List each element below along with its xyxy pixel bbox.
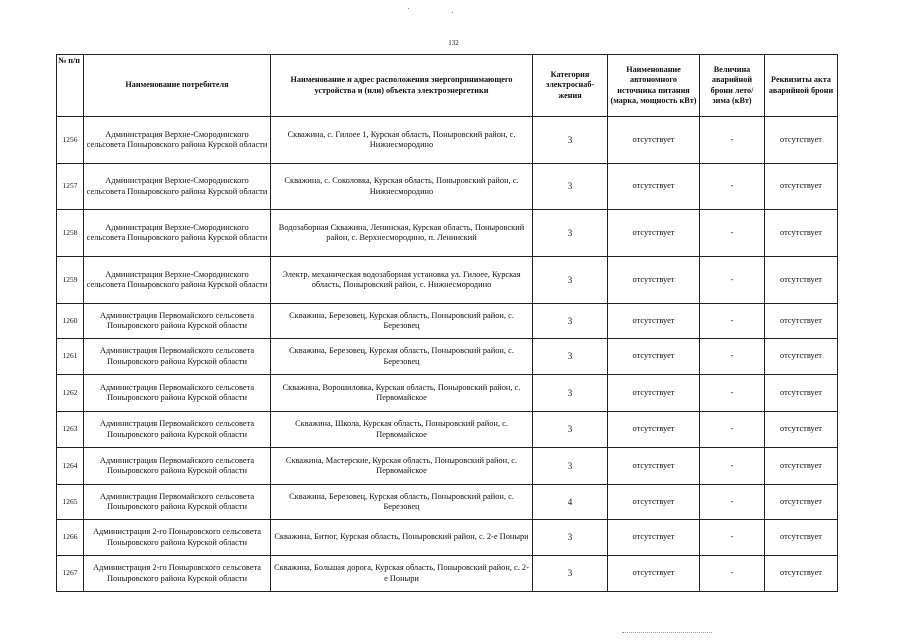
table-row <box>57 117 838 164</box>
header-num: № п/п <box>57 55 84 117</box>
table-row <box>57 448 838 485</box>
reserve-act-cell: отсутствует <box>765 117 838 164</box>
supply-category-cell: 3 <box>533 117 608 164</box>
consumer-name-cell: Администрация Первомайского сельсовета Поныровского района Курской области <box>84 412 271 448</box>
autonomous-source-cell: отсутствует <box>608 304 700 339</box>
header-category: Категория электроснаб-жения <box>533 55 608 117</box>
table-body <box>57 117 838 592</box>
consumer-name-cell: Администрация Первомайского сельсовета Поныровского района Курской области <box>84 375 271 412</box>
consumer-name-cell: Администрация Верхне-Смородинского сельсовета Поныровского района Курской области <box>84 164 271 210</box>
object-address-cell: Водозаборная Скважина, Ленинская, Курская область, Поныровский район, с. Верхнесмородино, п. Ленинский <box>271 210 533 257</box>
row-number-cell: 1259 <box>57 257 84 304</box>
scan-artifact <box>622 632 712 639</box>
reserve-act-cell: отсутствует <box>765 556 838 592</box>
header-act: Реквизиты акта аварийной брони <box>765 55 838 117</box>
row-number-cell: 1262 <box>57 375 84 412</box>
table-row <box>57 257 838 304</box>
header-consumer: Наименование потребителя <box>84 55 271 117</box>
autonomous-source-cell: отсутствует <box>608 117 700 164</box>
autonomous-source-cell: отсутствует <box>608 210 700 257</box>
table-row <box>57 375 838 412</box>
object-address-cell: Скважина, Березовец, Курская область, Поныровский район, с. Березовец <box>271 485 533 520</box>
supply-category-cell: 3 <box>533 257 608 304</box>
consumer-name-cell: Администрация Первомайского сельсовета Поныровского района Курской области <box>84 448 271 485</box>
object-address-cell: Скважина, с. Гилоее 1, Курская область, Поныровский район, с. Нижнесмородино <box>271 117 533 164</box>
row-number-cell: 1266 <box>57 520 84 556</box>
reserve-act-cell: отсутствует <box>765 520 838 556</box>
emergency-reserve-cell: - <box>700 164 765 210</box>
autonomous-source-cell: отсутствует <box>608 448 700 485</box>
autonomous-source-cell: отсутствует <box>608 339 700 375</box>
scan-speck <box>408 8 409 9</box>
row-number-cell: 1256 <box>57 117 84 164</box>
autonomous-source-cell: отсутствует <box>608 485 700 520</box>
table-row <box>57 210 838 257</box>
table-row <box>57 164 838 210</box>
header-reserve: Величина аварийной брони лето/зима (кВт) <box>700 55 765 117</box>
emergency-reserve-cell: - <box>700 375 765 412</box>
row-number-cell: 1257 <box>57 164 84 210</box>
emergency-reserve-cell: - <box>700 339 765 375</box>
supply-category-cell: 3 <box>533 412 608 448</box>
consumer-name-cell: Администрация Верхне-Смородинского сельсовета Поныровского района Курской области <box>84 257 271 304</box>
row-number-cell: 1261 <box>57 339 84 375</box>
object-address-cell: Скважина, Школа, Курская область, Поныровский район, с. Первомайское <box>271 412 533 448</box>
consumer-name-cell: Администрация Первомайского сельсовета Поныровского района Курской области <box>84 304 271 339</box>
emergency-reserve-cell: - <box>700 210 765 257</box>
row-number-cell: 1260 <box>57 304 84 339</box>
table-row <box>57 304 838 339</box>
supply-category-cell: 4 <box>533 485 608 520</box>
reserve-act-cell: отсутствует <box>765 304 838 339</box>
supply-category-cell: 3 <box>533 304 608 339</box>
row-number-cell: 1265 <box>57 485 84 520</box>
object-address-cell: Электр. механическая водозаборная установка ул. Гилоее, Курская область, Поныровский район, с. Нижнесмородино <box>271 257 533 304</box>
row-number-cell: 1264 <box>57 448 84 485</box>
supply-category-cell: 3 <box>533 210 608 257</box>
emergency-reserve-cell: - <box>700 448 765 485</box>
reserve-act-cell: отсутствует <box>765 339 838 375</box>
supply-category-cell: 3 <box>533 520 608 556</box>
reserve-act-cell: отсутствует <box>765 375 838 412</box>
table-header-row <box>57 55 838 117</box>
row-number-cell: 1258 <box>57 210 84 257</box>
table-row <box>57 556 838 592</box>
object-address-cell: Скважина, Большая дорога, Курская область, Поныровский район, с. 2-е Поныри <box>271 556 533 592</box>
header-autonomous-source: Наименование автономного источника питания (марка, мощность кВт) <box>608 55 700 117</box>
reserve-act-cell: отсутствует <box>765 412 838 448</box>
supply-category-cell: 3 <box>533 556 608 592</box>
object-address-cell: Скважина, Битюг, Курская область, Поныровский район, с. 2-е Поныри <box>271 520 533 556</box>
reserve-act-cell: отсутствует <box>765 485 838 520</box>
object-address-cell: Скважина, Березовец, Курская область, Поныровский район, с. Березовец <box>271 304 533 339</box>
emergency-reserve-cell: - <box>700 117 765 164</box>
reserve-act-cell: отсутствует <box>765 210 838 257</box>
consumer-name-cell: Администрация Первомайского сельсовета Поныровского района Курской области <box>84 339 271 375</box>
autonomous-source-cell: отсутствует <box>608 556 700 592</box>
autonomous-source-cell: отсутствует <box>608 520 700 556</box>
row-number-cell: 1263 <box>57 412 84 448</box>
emergency-reserve-cell: - <box>700 485 765 520</box>
header-address: Наименование и адрес расположения энергопринимающего устройства и (или) объекта электроэнергетики <box>271 55 533 117</box>
autonomous-source-cell: отсутствует <box>608 375 700 412</box>
supply-category-cell: 3 <box>533 339 608 375</box>
consumer-name-cell: Администрация 2-го Поныровского сельсовета Поныровского района Курской области <box>84 556 271 592</box>
table-row <box>57 485 838 520</box>
object-address-cell: Скважина, Березовец, Курская область, Поныровский район, с. Березовец <box>271 339 533 375</box>
table-row <box>57 412 838 448</box>
object-address-cell: Скважина, с. Соколовка, Курская область, Поныровский район, с. Нижнесмородино <box>271 164 533 210</box>
reserve-act-cell: отсутствует <box>765 257 838 304</box>
autonomous-source-cell: отсутствует <box>608 164 700 210</box>
autonomous-source-cell: отсутствует <box>608 257 700 304</box>
emergency-reserve-cell: - <box>700 412 765 448</box>
consumers-table <box>56 54 838 592</box>
object-address-cell: Скважина, Ворошиловка, Курская область, Поныровский район, с. Первомайское <box>271 375 533 412</box>
table-row <box>57 339 838 375</box>
table-row <box>57 520 838 556</box>
autonomous-source-cell: отсутствует <box>608 412 700 448</box>
consumer-name-cell: Администрация Верхне-Смородинского сельсовета Поныровского района Курской области <box>84 210 271 257</box>
consumer-name-cell: Администрация 2-го Поныровского сельсовета Поныровского района Курской области <box>84 520 271 556</box>
consumer-name-cell: Администрация Первомайского сельсовета Поныровского района Курской области <box>84 485 271 520</box>
consumer-name-cell: Администрация Верхне-Смородинского сельсовета Поныровского района Курской области <box>84 117 271 164</box>
reserve-act-cell: отсутствует <box>765 448 838 485</box>
supply-category-cell: 3 <box>533 448 608 485</box>
emergency-reserve-cell: - <box>700 257 765 304</box>
row-number-cell: 1267 <box>57 556 84 592</box>
scan-speck <box>452 12 453 13</box>
emergency-reserve-cell: - <box>700 520 765 556</box>
reserve-act-cell: отсутствует <box>765 164 838 210</box>
object-address-cell: Скважина, Мастерские, Курская область, Поныровский район, с. Первомайское <box>271 448 533 485</box>
page-number: 132 <box>448 39 459 47</box>
emergency-reserve-cell: - <box>700 304 765 339</box>
supply-category-cell: 3 <box>533 375 608 412</box>
emergency-reserve-cell: - <box>700 556 765 592</box>
supply-category-cell: 3 <box>533 164 608 210</box>
